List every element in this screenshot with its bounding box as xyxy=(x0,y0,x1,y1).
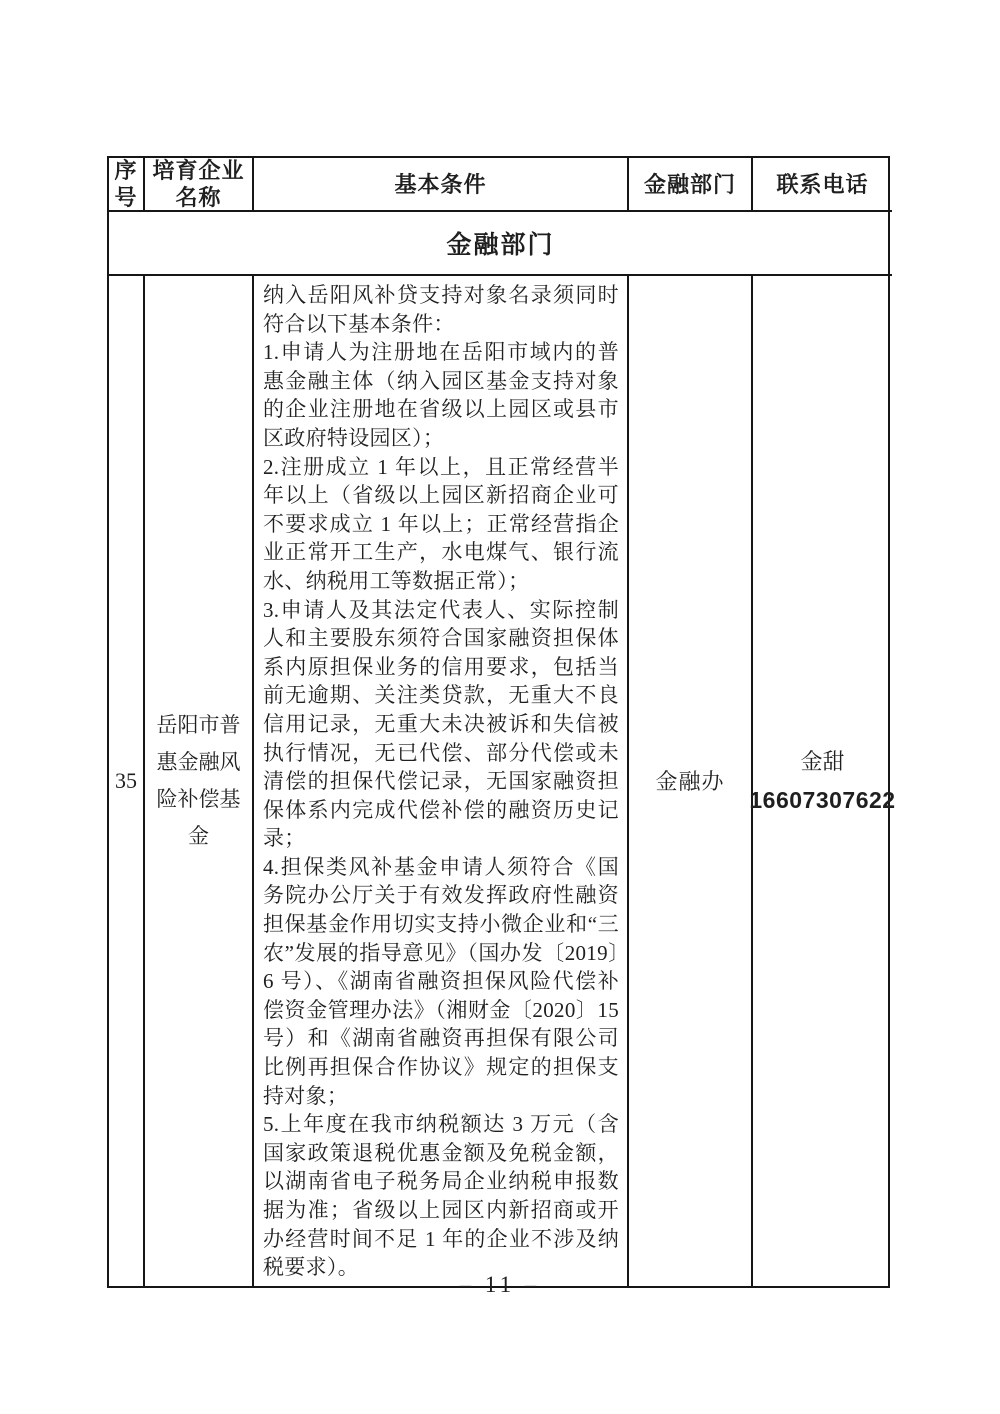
row-basic-conditions xyxy=(254,276,629,1286)
row-contact xyxy=(749,276,896,1286)
col-header-company: 培育企业名称 xyxy=(145,158,254,212)
col-header-phone: 联系电话 xyxy=(753,158,892,212)
col-header-serial: 序号 xyxy=(109,158,145,212)
col-header-conditions: 基本条件 xyxy=(254,158,629,212)
condition-paragraph: 3.申请人及其法定代表人、实际控制人和主要股东须符合国家融资担保体系内原担保业务的信用要求，包括当前无逾期、关注类贷款，无重大不良信用记录，无重大未决被诉和失信被执行情况，无已代偿、部分代偿或未清偿的担保代偿记录，无国家融资担保体系内完成代偿补偿的融资历史记录； xyxy=(263,597,619,851)
page-number: – 11 – xyxy=(459,1272,541,1297)
condition-paragraph: 纳入岳阳风补贷支持对象名录须同时符合以下基本条件： xyxy=(263,283,619,336)
condition-paragraph: 1.申请人为注册地在岳阳市域内的普惠金融主体（纳入园区基金支持对象的企业注册地在省级以上园区或县市区政府特设园区）； xyxy=(263,340,619,450)
section-title-finance-department: 金融部门 xyxy=(109,212,892,276)
condition-paragraph: 4.担保类风补基金申请人须符合《国务院办公厅关于有效发挥政府性融资担保基金作用切实支持小微企业和“三农”发展的指导意见》（国办发〔2019〕6 号）、《湖南省融资担保风险代偿补偿资金管理办法》（湘财金〔2020〕15 号）和《湖南省融资再担保有限公司比例再担保合作协议》规定的担保支持对象； xyxy=(263,854,619,1108)
enterprise-table xyxy=(107,156,896,1288)
row-serial-number: 35 xyxy=(109,276,145,1286)
condition-paragraph: 5.上年度在我市纳税额达 3 万元（含国家政策退税优惠金额及免税金额，以湖南省电子税务局企业纳税申报数据为准；省级以上园区内新招商或开办经营时间不足 1 年的企业不涉及纳税要求）。 xyxy=(263,1112,619,1280)
condition-paragraph: 2.注册成立 1 年以上，且正常经营半年以上（省级以上园区新招商企业可不要求成立 1 年以上；正常经营指企业正常开工生产，水电煤气、银行流水、纳税用工等数据正常）； xyxy=(263,454,619,593)
contact-name: 金甜 xyxy=(800,748,845,774)
row-department: 金融办 xyxy=(629,276,753,1286)
col-header-department: 金融部门 xyxy=(629,158,753,212)
contact-phone: 16607307622 xyxy=(749,786,896,813)
row-company-name: 岳阳市普惠金融风险补偿基金 xyxy=(145,276,254,1286)
